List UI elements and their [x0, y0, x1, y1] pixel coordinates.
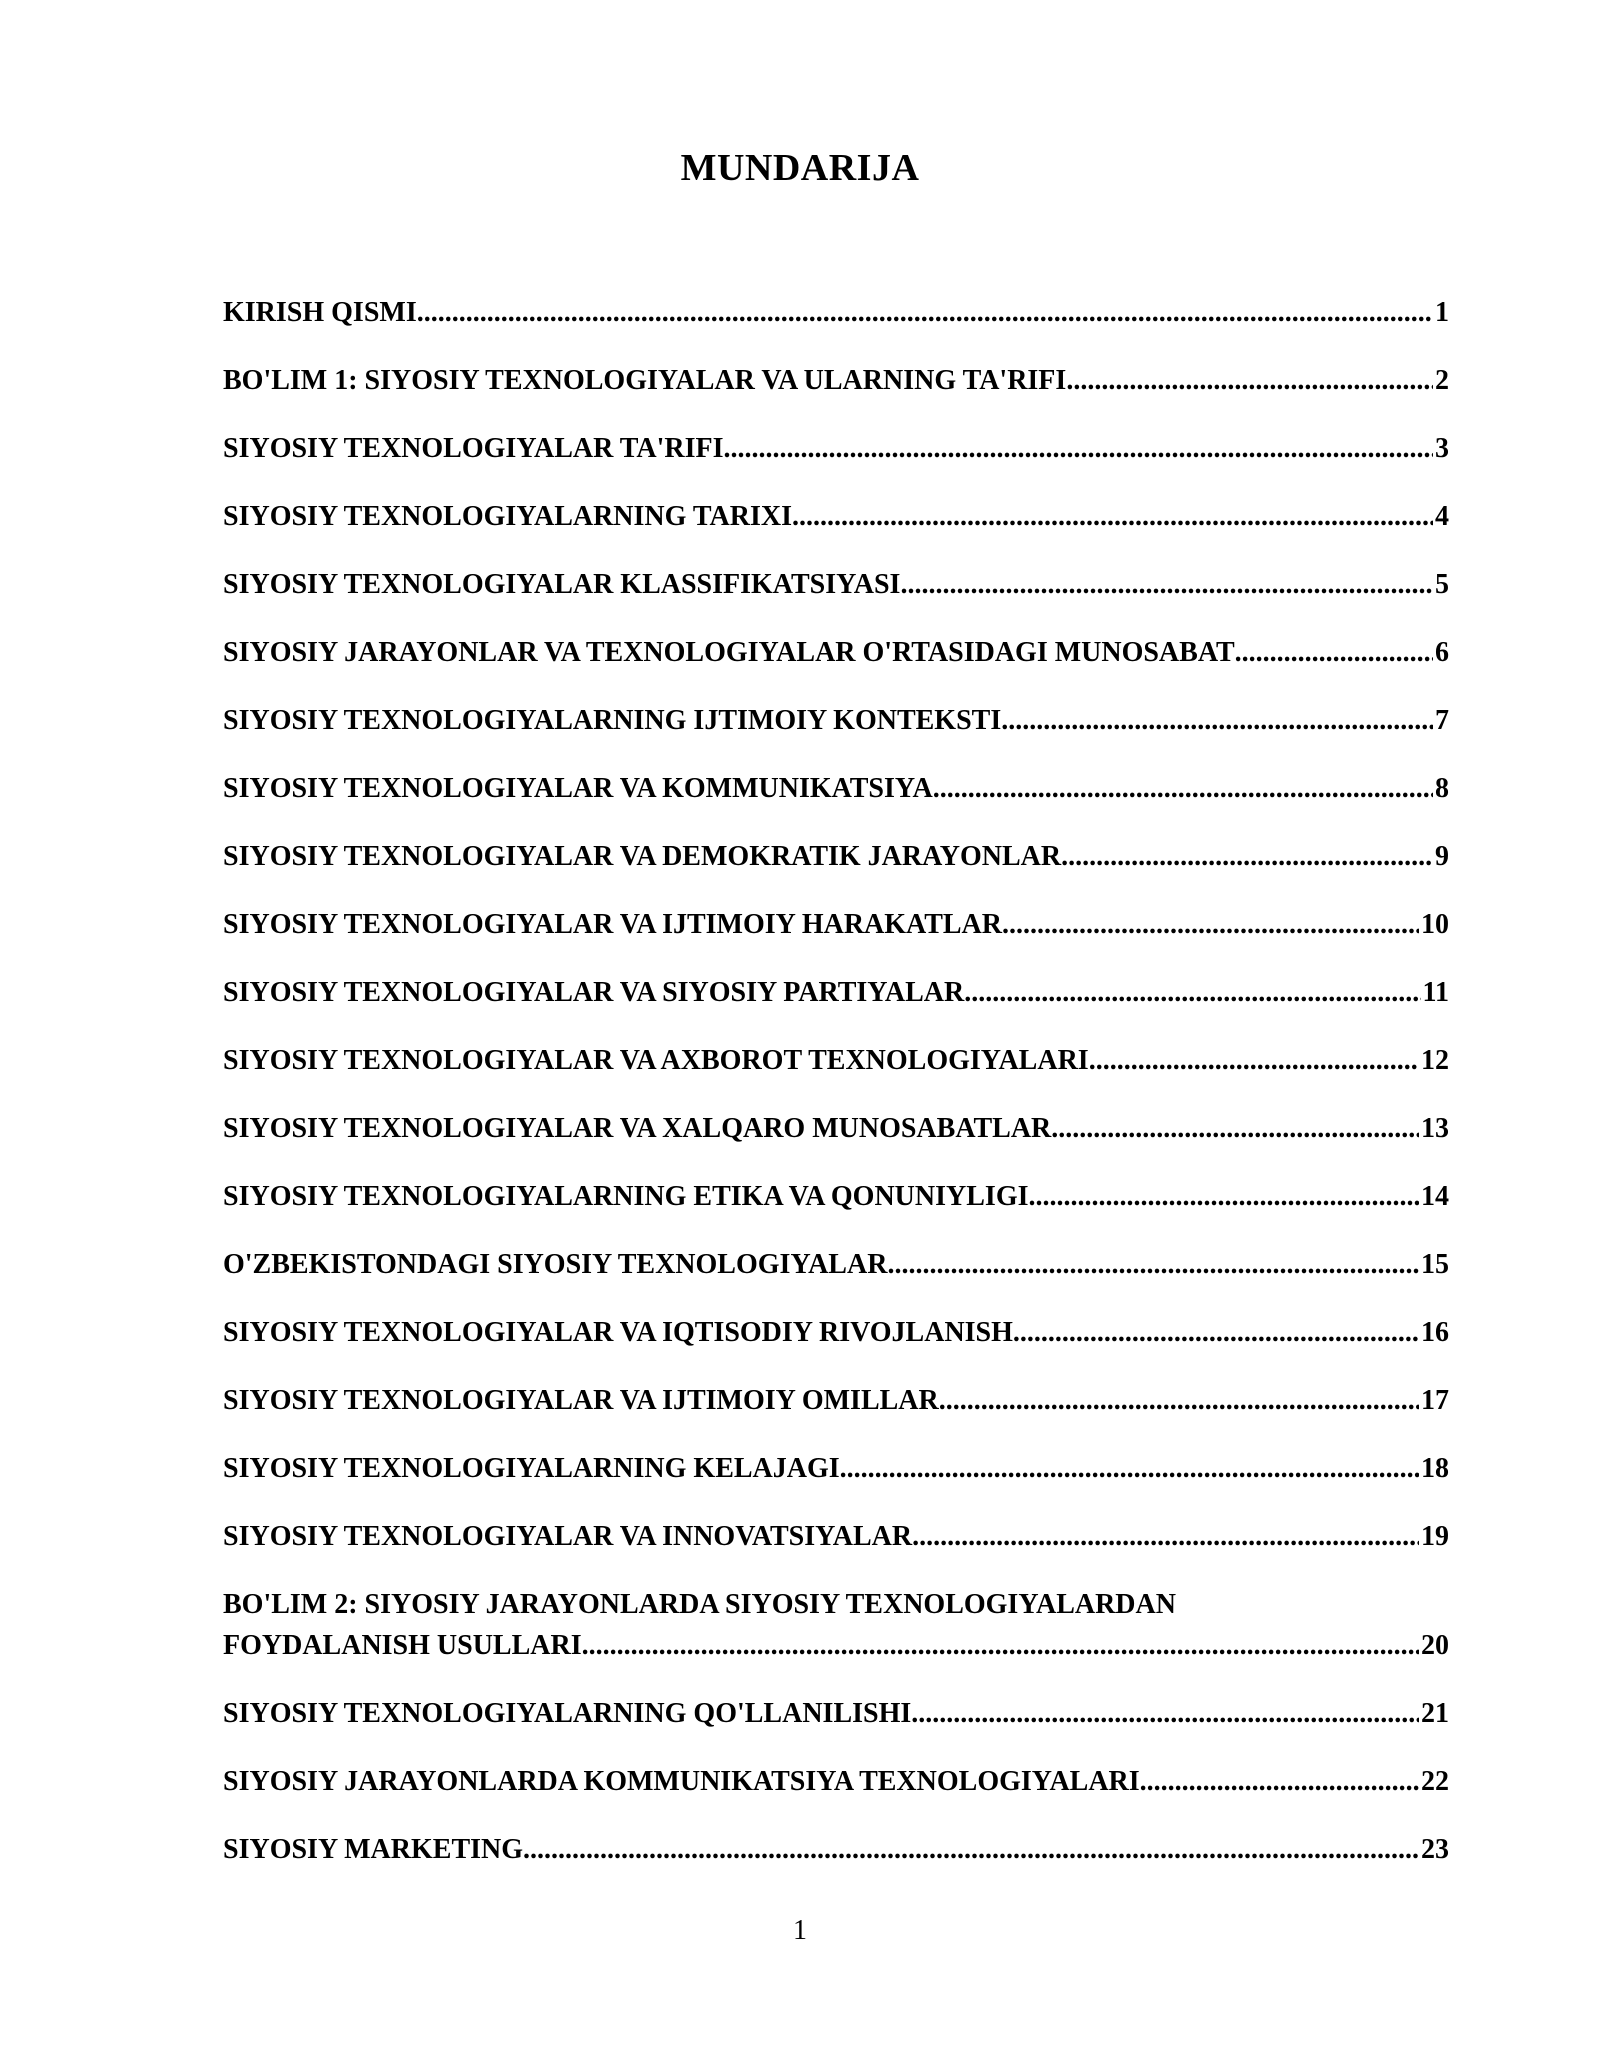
toc-entry-label: SIYOSIY TEXNOLOGIYALARNING QO'LLANILISHI	[223, 1698, 912, 1729]
toc-leader-dots	[1089, 1040, 1419, 1081]
toc-leader-dots	[724, 428, 1433, 469]
toc-entry[interactable]	[223, 1040, 1449, 1081]
toc-entry-label: SIYOSIY JARAYONLAR VA TEXNOLOGIYALAR O'RTASIDAGI MUNOSABAT	[223, 637, 1235, 668]
toc-entry[interactable]	[223, 904, 1449, 945]
toc-entry-label: SIYOSIY TEXNOLOGIYALAR VA SIYOSIY PARTIYALAR	[223, 977, 965, 1008]
toc-leader-dots	[1013, 1312, 1419, 1353]
toc-entry-label: SIYOSIY TEXNOLOGIYALARNING ETIKA VA QONUNIYLIGI	[223, 1181, 1029, 1212]
toc-entry-page: 17	[1421, 1385, 1449, 1416]
toc-entry-page: 11	[1422, 977, 1449, 1008]
toc-entry-label: SIYOSIY TEXNOLOGIYALARNING KELAJAGI	[223, 1453, 840, 1484]
toc-leader-dots	[1051, 1108, 1419, 1149]
toc-entry[interactable]	[223, 428, 1449, 469]
toc-entry-label: BO'LIM 2: SIYOSIY JARAYONLARDA SIYOSIY TEXNOLOGIYALARDAN	[223, 1589, 1176, 1620]
toc-leader-dots	[1061, 836, 1433, 877]
toc-entry-page: 14	[1421, 1181, 1449, 1212]
toc-entry[interactable]	[223, 360, 1449, 401]
toc-entry-page: 8	[1435, 773, 1449, 804]
toc-entry-page: 12	[1421, 1045, 1449, 1076]
toc-entry[interactable]	[223, 1108, 1449, 1149]
toc-entry[interactable]	[223, 1516, 1449, 1557]
toc-entry-page: 22	[1421, 1766, 1449, 1797]
toc-entry-label: SIYOSIY TEXNOLOGIYALAR KLASSIFIKATSIYASI	[223, 569, 901, 600]
toc-entry-label: SIYOSIY TEXNOLOGIYALAR VA IJTIMOIY HARAKATLAR	[223, 909, 1002, 940]
toc-entry[interactable]	[223, 1829, 1449, 1870]
toc-entry-page: 3	[1435, 433, 1449, 464]
toc-entry-label: SIYOSIY TEXNOLOGIYALARNING IJTIMOIY KONTEKSTI	[223, 705, 1002, 736]
toc-entry-page: 19	[1421, 1521, 1449, 1552]
toc-entry-page: 15	[1421, 1249, 1449, 1280]
toc-entry-page: 6	[1435, 637, 1449, 668]
toc-entry[interactable]	[223, 768, 1449, 809]
toc-entry-page: 7	[1435, 705, 1449, 736]
toc-entry[interactable]	[223, 972, 1449, 1013]
toc-entry-page: 4	[1435, 501, 1449, 532]
toc-entry-page: 10	[1421, 909, 1449, 940]
toc-entry[interactable]	[223, 632, 1449, 673]
toc-entry-page: 18	[1421, 1453, 1449, 1484]
toc-leader-dots	[840, 1448, 1419, 1489]
toc-leader-dots	[582, 1625, 1419, 1666]
toc-entry-page: 23	[1421, 1834, 1449, 1865]
toc-entry[interactable]	[223, 496, 1449, 537]
toc-leader-dots	[887, 1244, 1419, 1285]
toc-leader-dots	[911, 1693, 1419, 1734]
toc-entry-label: SIYOSIY TEXNOLOGIYALAR VA INNOVATSIYALAR	[223, 1521, 913, 1552]
toc-entry[interactable]	[223, 836, 1449, 877]
toc-entry-label: SIYOSIY MARKETING	[223, 1834, 524, 1865]
toc-leader-dots	[523, 1829, 1419, 1870]
toc-entry-page: 16	[1421, 1317, 1449, 1348]
toc-entry-page: 5	[1435, 569, 1449, 600]
toc-leader-dots	[939, 1380, 1419, 1421]
toc-entry-label: O'ZBEKISTONDAGI SIYOSIY TEXNOLOGIYALAR	[223, 1249, 888, 1280]
toc-leader-dots	[1066, 360, 1433, 401]
toc-entry[interactable]	[223, 1693, 1449, 1734]
toc-entry-page: 21	[1421, 1698, 1449, 1729]
toc-entry-label: SIYOSIY JARAYONLARDA KOMMUNIKATSIYA TEXNOLOGIYALARI	[223, 1766, 1140, 1797]
toc-entry[interactable]	[223, 1244, 1449, 1285]
toc-entry[interactable]	[223, 1312, 1449, 1353]
toc-entry[interactable]	[223, 700, 1449, 741]
toc-entry-label: SIYOSIY TEXNOLOGIYALAR VA KOMMUNIKATSIYA	[223, 773, 933, 804]
toc-leader-dots	[792, 496, 1433, 537]
toc-leader-dots	[1001, 700, 1433, 741]
toc-leader-dots	[912, 1516, 1419, 1557]
toc-entry-label: SIYOSIY TEXNOLOGIYALAR VA DEMOKRATIK JARAYONLAR	[223, 841, 1062, 872]
toc-entry-label: BO'LIM 1: SIYOSIY TEXNOLOGIYALAR VA ULARNING TA'RIFI	[223, 365, 1067, 396]
toc-entry-label: KIRISH QISMI	[223, 297, 417, 328]
toc-entry[interactable]	[223, 1176, 1449, 1217]
toc-entry-label: SIYOSIY TEXNOLOGIYALAR VA IJTIMOIY OMILLAR	[223, 1385, 939, 1416]
toc-entry-label-continued: FOYDALANISH USULLARI	[223, 1630, 582, 1661]
toc-leader-dots	[900, 564, 1433, 605]
toc-entry-page: 2	[1435, 365, 1449, 396]
page-title: MUNDARIJA	[680, 147, 920, 189]
toc-entry[interactable]	[223, 1448, 1449, 1489]
toc-leader-dots	[933, 768, 1433, 809]
toc-entry[interactable]	[223, 292, 1449, 333]
toc-entry-label: SIYOSIY TEXNOLOGIYALAR VA XALQARO MUNOSABATLAR	[223, 1113, 1052, 1144]
toc-entry-label: SIYOSIY TEXNOLOGIYALAR TA'RIFI	[223, 433, 724, 464]
toc-entry-label: SIYOSIY TEXNOLOGIYALAR VA AXBOROT TEXNOLOGIYALARI	[223, 1045, 1089, 1076]
toc-leader-dots	[964, 972, 1420, 1013]
toc-leader-dots	[1235, 632, 1433, 673]
table-of-contents	[223, 292, 1449, 1897]
toc-entry-page: 13	[1421, 1113, 1449, 1144]
toc-leader-dots	[1002, 904, 1419, 945]
toc-leader-dots	[417, 292, 1433, 333]
toc-entry[interactable]	[223, 1584, 1449, 1666]
toc-entry-label: SIYOSIY TEXNOLOGIYALARNING TARIXI	[223, 501, 792, 532]
toc-entry-label: SIYOSIY TEXNOLOGIYALAR VA IQTISODIY RIVOJLANISH	[223, 1317, 1013, 1348]
toc-entry-page: 1	[1435, 297, 1449, 328]
toc-leader-dots	[1140, 1761, 1419, 1802]
toc-entry[interactable]	[223, 564, 1449, 605]
toc-entry-page: 20	[1421, 1630, 1449, 1661]
page-number: 1	[793, 1915, 807, 1946]
toc-entry[interactable]	[223, 1380, 1449, 1421]
toc-entry-page: 9	[1435, 841, 1449, 872]
toc-entry[interactable]	[223, 1761, 1449, 1802]
toc-leader-dots	[1029, 1176, 1420, 1217]
